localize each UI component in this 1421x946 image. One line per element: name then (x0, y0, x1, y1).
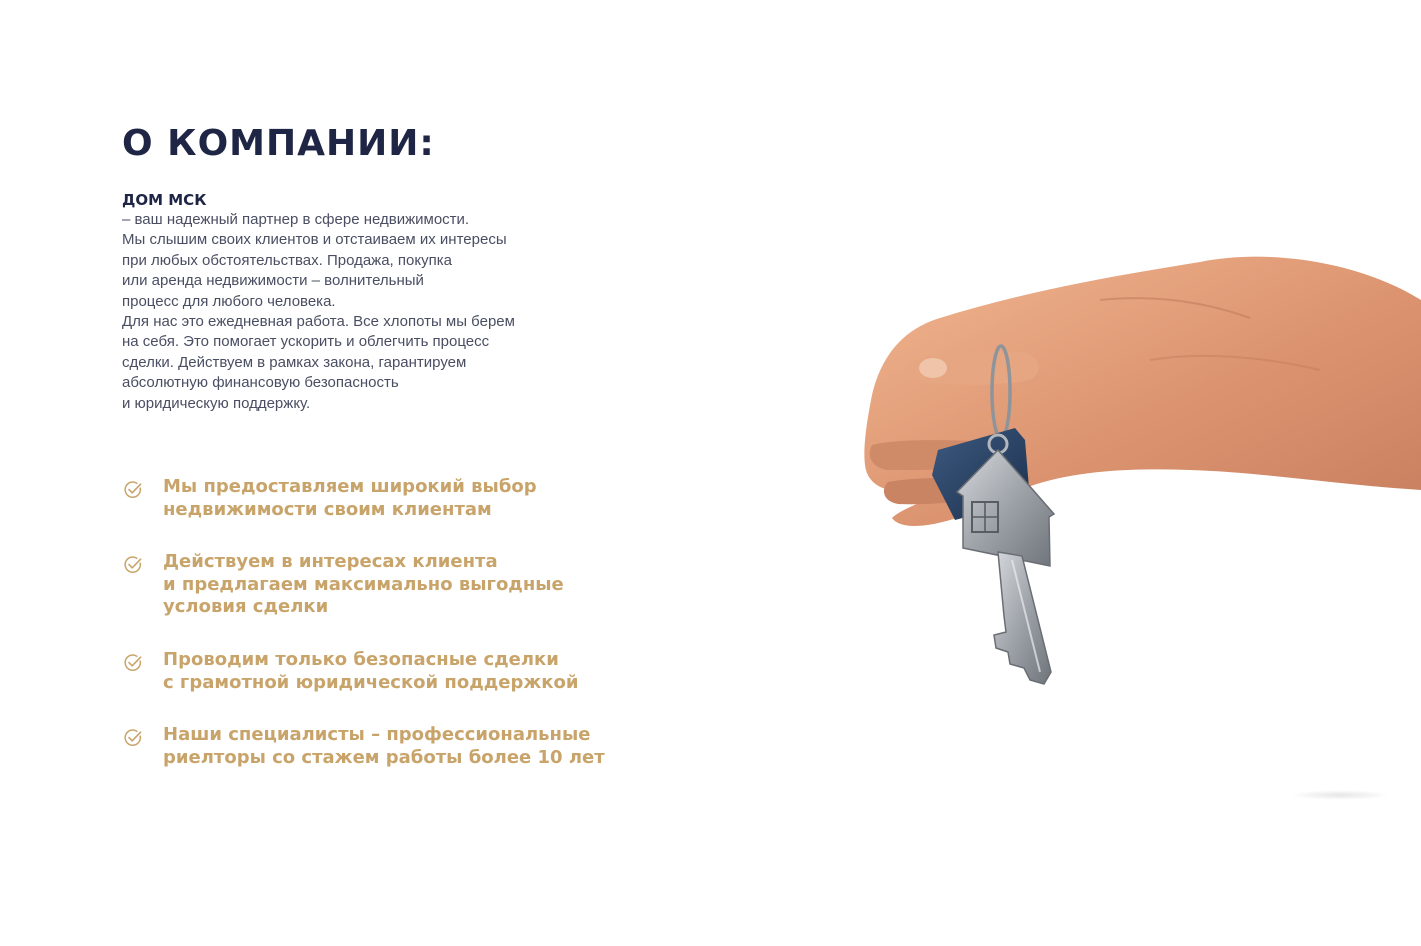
page-title: О КОМПАНИИ: (122, 123, 435, 164)
about-line: на себя. Это помогает ускорить и облегчить процесс (122, 333, 490, 351)
about-line: – ваш надежный партнер в сфере недвижимости. (122, 211, 470, 228)
about-line: при любых обстоятельствах. Продажа, покупка (122, 251, 452, 269)
check-circle-icon (122, 479, 144, 501)
feature-text (163, 724, 605, 769)
feature-line: Действуем в интересах клиента (163, 551, 498, 572)
about-text (122, 210, 592, 414)
decorative-shadow (1290, 790, 1390, 800)
about-line: и юридическую поддержку. (122, 394, 311, 412)
about-line: Для нас это ежедневная работа. Все хлопоты мы берем (122, 313, 515, 331)
check-circle-icon (122, 554, 144, 576)
check-circle-icon (122, 727, 144, 749)
feature-line: риелторы со стажем работы более 10 лет (163, 746, 605, 768)
company-name: ДОМ МСК (122, 191, 207, 209)
feature-line: недвижимости своим клиентам (163, 498, 492, 520)
feature-text (163, 476, 537, 521)
feature-line: и предлагаем максимально выгодные (163, 573, 564, 595)
about-line: сделки. Действуем в рамках закона, гарантируем (122, 353, 467, 371)
hand-holding-house-key-icon (840, 230, 1421, 700)
about-line: Мы слышим своих клиентов и отстаиваем их интересы (122, 231, 507, 249)
feature-line: условия сделки (163, 596, 329, 617)
feature-line: Проводим только безопасные сделки (163, 649, 559, 670)
feature-line: Наши специалисты – профессиональные (163, 724, 591, 745)
feature-line: Мы предоставляем широкий выбор (163, 476, 537, 497)
about-line: процесс для любого человека. (122, 292, 336, 310)
about-line: абсолютную финансовую безопасность (122, 374, 399, 392)
check-circle-icon (122, 652, 144, 674)
feature-text (163, 649, 579, 694)
feature-text (163, 551, 564, 619)
feature-line: с грамотной юридической поддержкой (163, 671, 579, 693)
about-line: или аренда недвижимости – волнительный (122, 272, 424, 290)
